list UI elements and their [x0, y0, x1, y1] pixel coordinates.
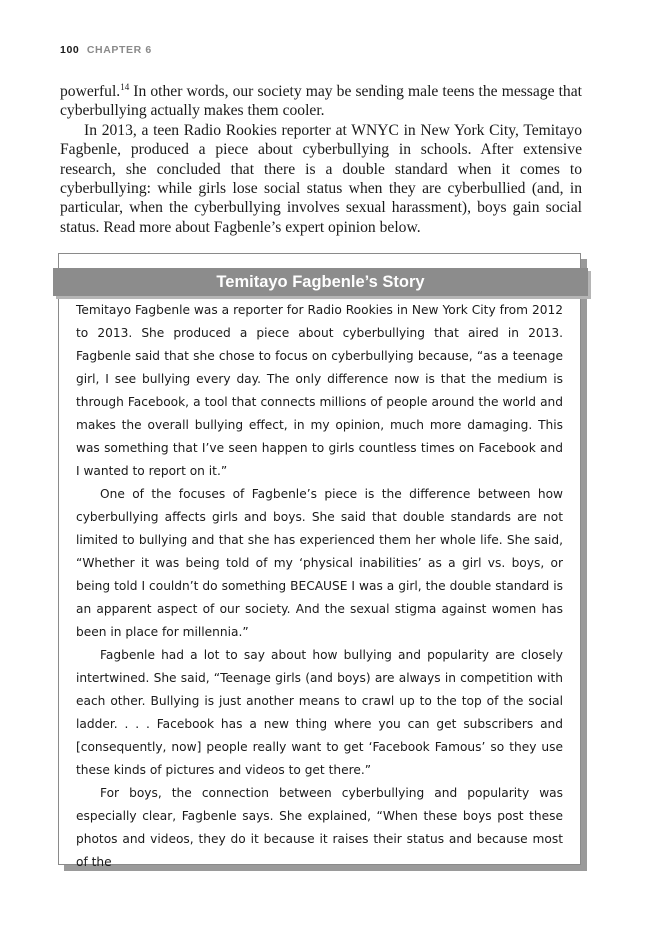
body-p1-text-a: powerful.: [60, 83, 121, 100]
sidebar-paragraph-1: Temitayo Fagbenle was a reporter for Radio Rookies in New York City from 2012 to 2013. She produced a piece about cyberbullying that aired in 2013. Fagbenle said that she chose to focus on cyberbullying because, “as a teenage girl, I see bullying every day. The only difference now is that the medium is through Facebook, a tool that connects millions of people around the world and makes the overall bullying effect, in my opinion, much more damaging. This was something that I’ve seen happen to girls countless times on Facebook and I wanted to report on it.”: [76, 303, 563, 478]
sidebar-title: Temitayo Fagbenle’s Story: [216, 272, 425, 291]
endnote-reference: 14: [120, 82, 130, 92]
sidebar-paragraph-4: For boys, the connection between cyberbullying and popularity was especially clear, Fagbenle says. She explained, “When these boys post these photos and videos, they do it because it raises their status and because most of the: [76, 786, 563, 869]
sidebar-paragraph-2: One of the focuses of Fagbenle’s piece is the difference between how cyberbullying affects girls and boys. She said that double standards are not limited to bullying and that she has experienced them her whole life. She said, “Whether it was being told of my ‘physical inabilities’ as a girl vs. boys, or being told I couldn’t do something BECAUSE I was a girl, the double standard is an apparent aspect of our society. And the sexual stigma against women has been in place for millennia.”: [76, 487, 563, 639]
body-paragraph-1: [60, 82, 582, 121]
page-number: 100: [60, 44, 80, 56]
sidebar-title-bar: [53, 268, 588, 296]
sidebar-box: [58, 253, 581, 869]
body-p1-text-b: In other words, our society may be sending male teens the message that cyberbullying actually makes them cooler.: [60, 83, 582, 120]
running-head: [60, 44, 152, 56]
main-body-text: [60, 82, 582, 237]
sidebar-body: [76, 299, 563, 874]
sidebar-paragraph-3: Fagbenle had a lot to say about how bullying and popularity are closely intertwined. She said, “Teenage girls (and boys) are always in competition with each other. Bullying is just another means to crawl up to the top of the social ladder. . . . Facebook has a new thing where you can get subscribers and [consequently, now] people really want to get ‘Facebook Famous’ so they use these kinds of pictures and videos to get there.”: [76, 648, 563, 777]
body-paragraph-2: In 2013, a teen Radio Rookies reporter at WNYC in New York City, Temitayo Fagbenle, produced a piece about cyberbullying in schools. After extensive research, she concluded that there is a double standard when it comes to cyberbullying: while girls lose social status when they are cyberbullied (and, in particular, when the cyberbullying involves sexual harassment), boys gain social status. Read more about Fagbenle’s expert opinion below.: [60, 121, 582, 236]
chapter-label: CHAPTER 6: [86, 44, 152, 56]
